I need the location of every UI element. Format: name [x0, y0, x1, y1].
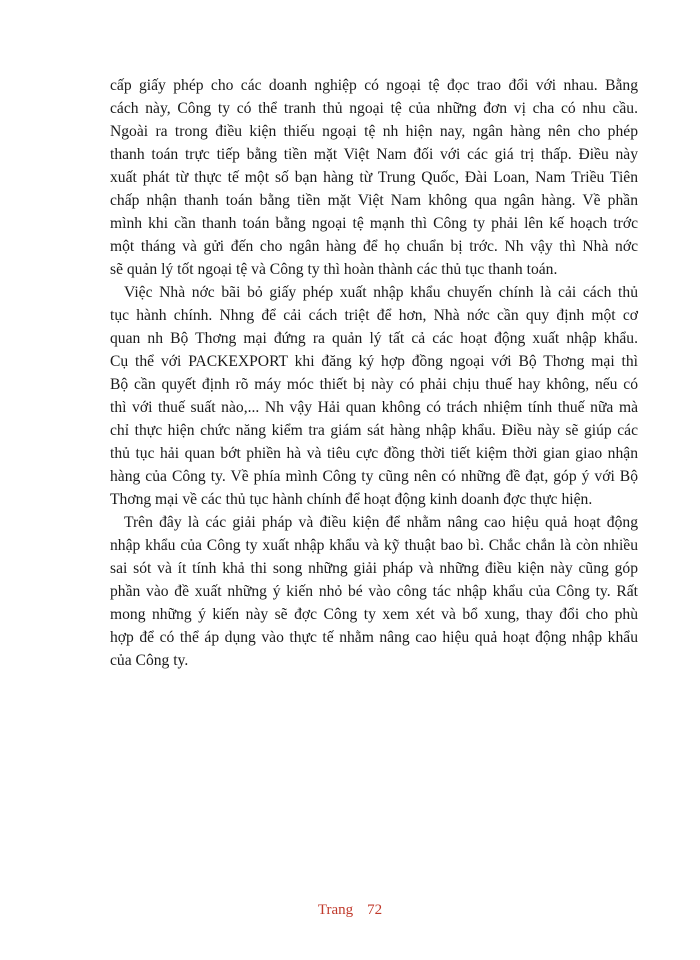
text-line: sai sót và ít tính khả thi song những giải pháp và những điều kiện này cũng góp: [110, 560, 638, 577]
text-line: Thơng mại về các thủ tục hành chính để hoạt động kinh doanh đợc thực hiện.: [110, 491, 593, 508]
paragraph-1: [110, 74, 638, 281]
page-label: Trang: [317, 902, 354, 918]
text-line: chỉ thực hiện chức năng kiểm tra giám sát hàng nhập khẩu. Điều này sẽ giúp các: [110, 422, 638, 439]
text-line: quan nh Bộ Thơng mại đứng ra quản lý tất cả các hoạt động xuất nhập khẩu.: [110, 330, 638, 347]
text-line: xuất phát từ thực tế một số bạn hàng từ Trung Quốc, Đài Loan, Nam Triều Tiên: [110, 169, 638, 186]
page-number: 72: [367, 902, 383, 918]
text-line: phần vào đề xuất những ý kiến nhỏ bé vào công tác nhập khẩu của Công ty. Rất: [110, 583, 638, 600]
paragraph-2: [110, 281, 638, 511]
text-line: của Công ty.: [110, 652, 189, 669]
text-line: Ngoài ra trong điều kiện thiếu ngoại tệ nh hiện nay, ngân hàng nên cho phép: [110, 123, 638, 140]
text-line: thanh toán trực tiếp bằng tiền mặt Việt Nam đối với các giá trị thấp. Điều này: [110, 146, 638, 163]
text-line: tục hành chính. Nhng để cải cách triệt để hơn, Nhà nớc cần quy định một cơ: [110, 307, 638, 324]
text-line: cách này, Công ty có thể tranh thủ ngoại tệ của những đơn vị cha có nhu cầu.: [110, 100, 638, 117]
text-line: một tháng và gửi đến cho ngân hàng để họ chuẩn bị trớc. Nh vậy thì Nhà nớc: [110, 238, 638, 255]
paragraph-3: [110, 511, 638, 672]
text-line: hợp để có thể áp dụng vào thực tế nhằm nâng cao hiệu quả hoạt động nhập khẩu: [110, 629, 638, 646]
document-body: [110, 74, 638, 672]
text-line: sẽ quản lý tốt ngoại tệ và Công ty thì hoàn thành các thủ tục thanh toán.: [110, 261, 558, 278]
text-line: chấp nhận thanh toán bằng tiền mặt Việt Nam không qua ngân hàng. Về phần: [110, 192, 638, 209]
page-footer: [0, 902, 700, 919]
text-line: Trên đây là các giải pháp và điều kiện để nhằm nâng cao hiệu quả hoạt động: [124, 514, 638, 531]
text-line: nhập khẩu của Công ty xuất nhập khẩu và kỹ thuật bao bì. Chắc chắn là còn nhiều: [110, 537, 638, 554]
text-line: Việc Nhà nớc bãi bỏ giấy phép xuất nhập khẩu chuyến chính là cải cách thủ: [124, 284, 638, 301]
text-line: thủ tục hải quan bớt phiền hà và tiêu cực đồng thời tiết kiệm thời gian giao nhận: [110, 445, 638, 462]
text-line: Bộ cần quyết định rõ máy móc thiết bị này có phải chịu thuế hay không, nếu có: [110, 376, 638, 393]
text-line: cấp giấy phép cho các doanh nghiệp có ngoại tệ đọc trao đổi với nhau. Bằng: [110, 77, 638, 94]
text-line: thì với thuế suất nào,... Nh vậy Hải quan không có trách nhiệm tính thuế nữa mà: [110, 399, 638, 416]
text-line: hàng của Công ty. Về phía mình Công ty cũng nên có những đề đạt, góp ý với Bộ: [110, 468, 638, 485]
text-line: mình khi cần thanh toán bằng ngoại tệ mạnh thì Công ty phải lên kế hoạch trớc: [110, 215, 638, 232]
text-line: Cụ thể với PACKEXPORT khi đăng ký hợp đồng ngoại với Bộ Thơng mại thì: [110, 353, 638, 370]
text-line: mong những ý kiến này sẽ đợc Công ty xem xét và bổ xung, thay đổi cho phù: [110, 606, 638, 623]
